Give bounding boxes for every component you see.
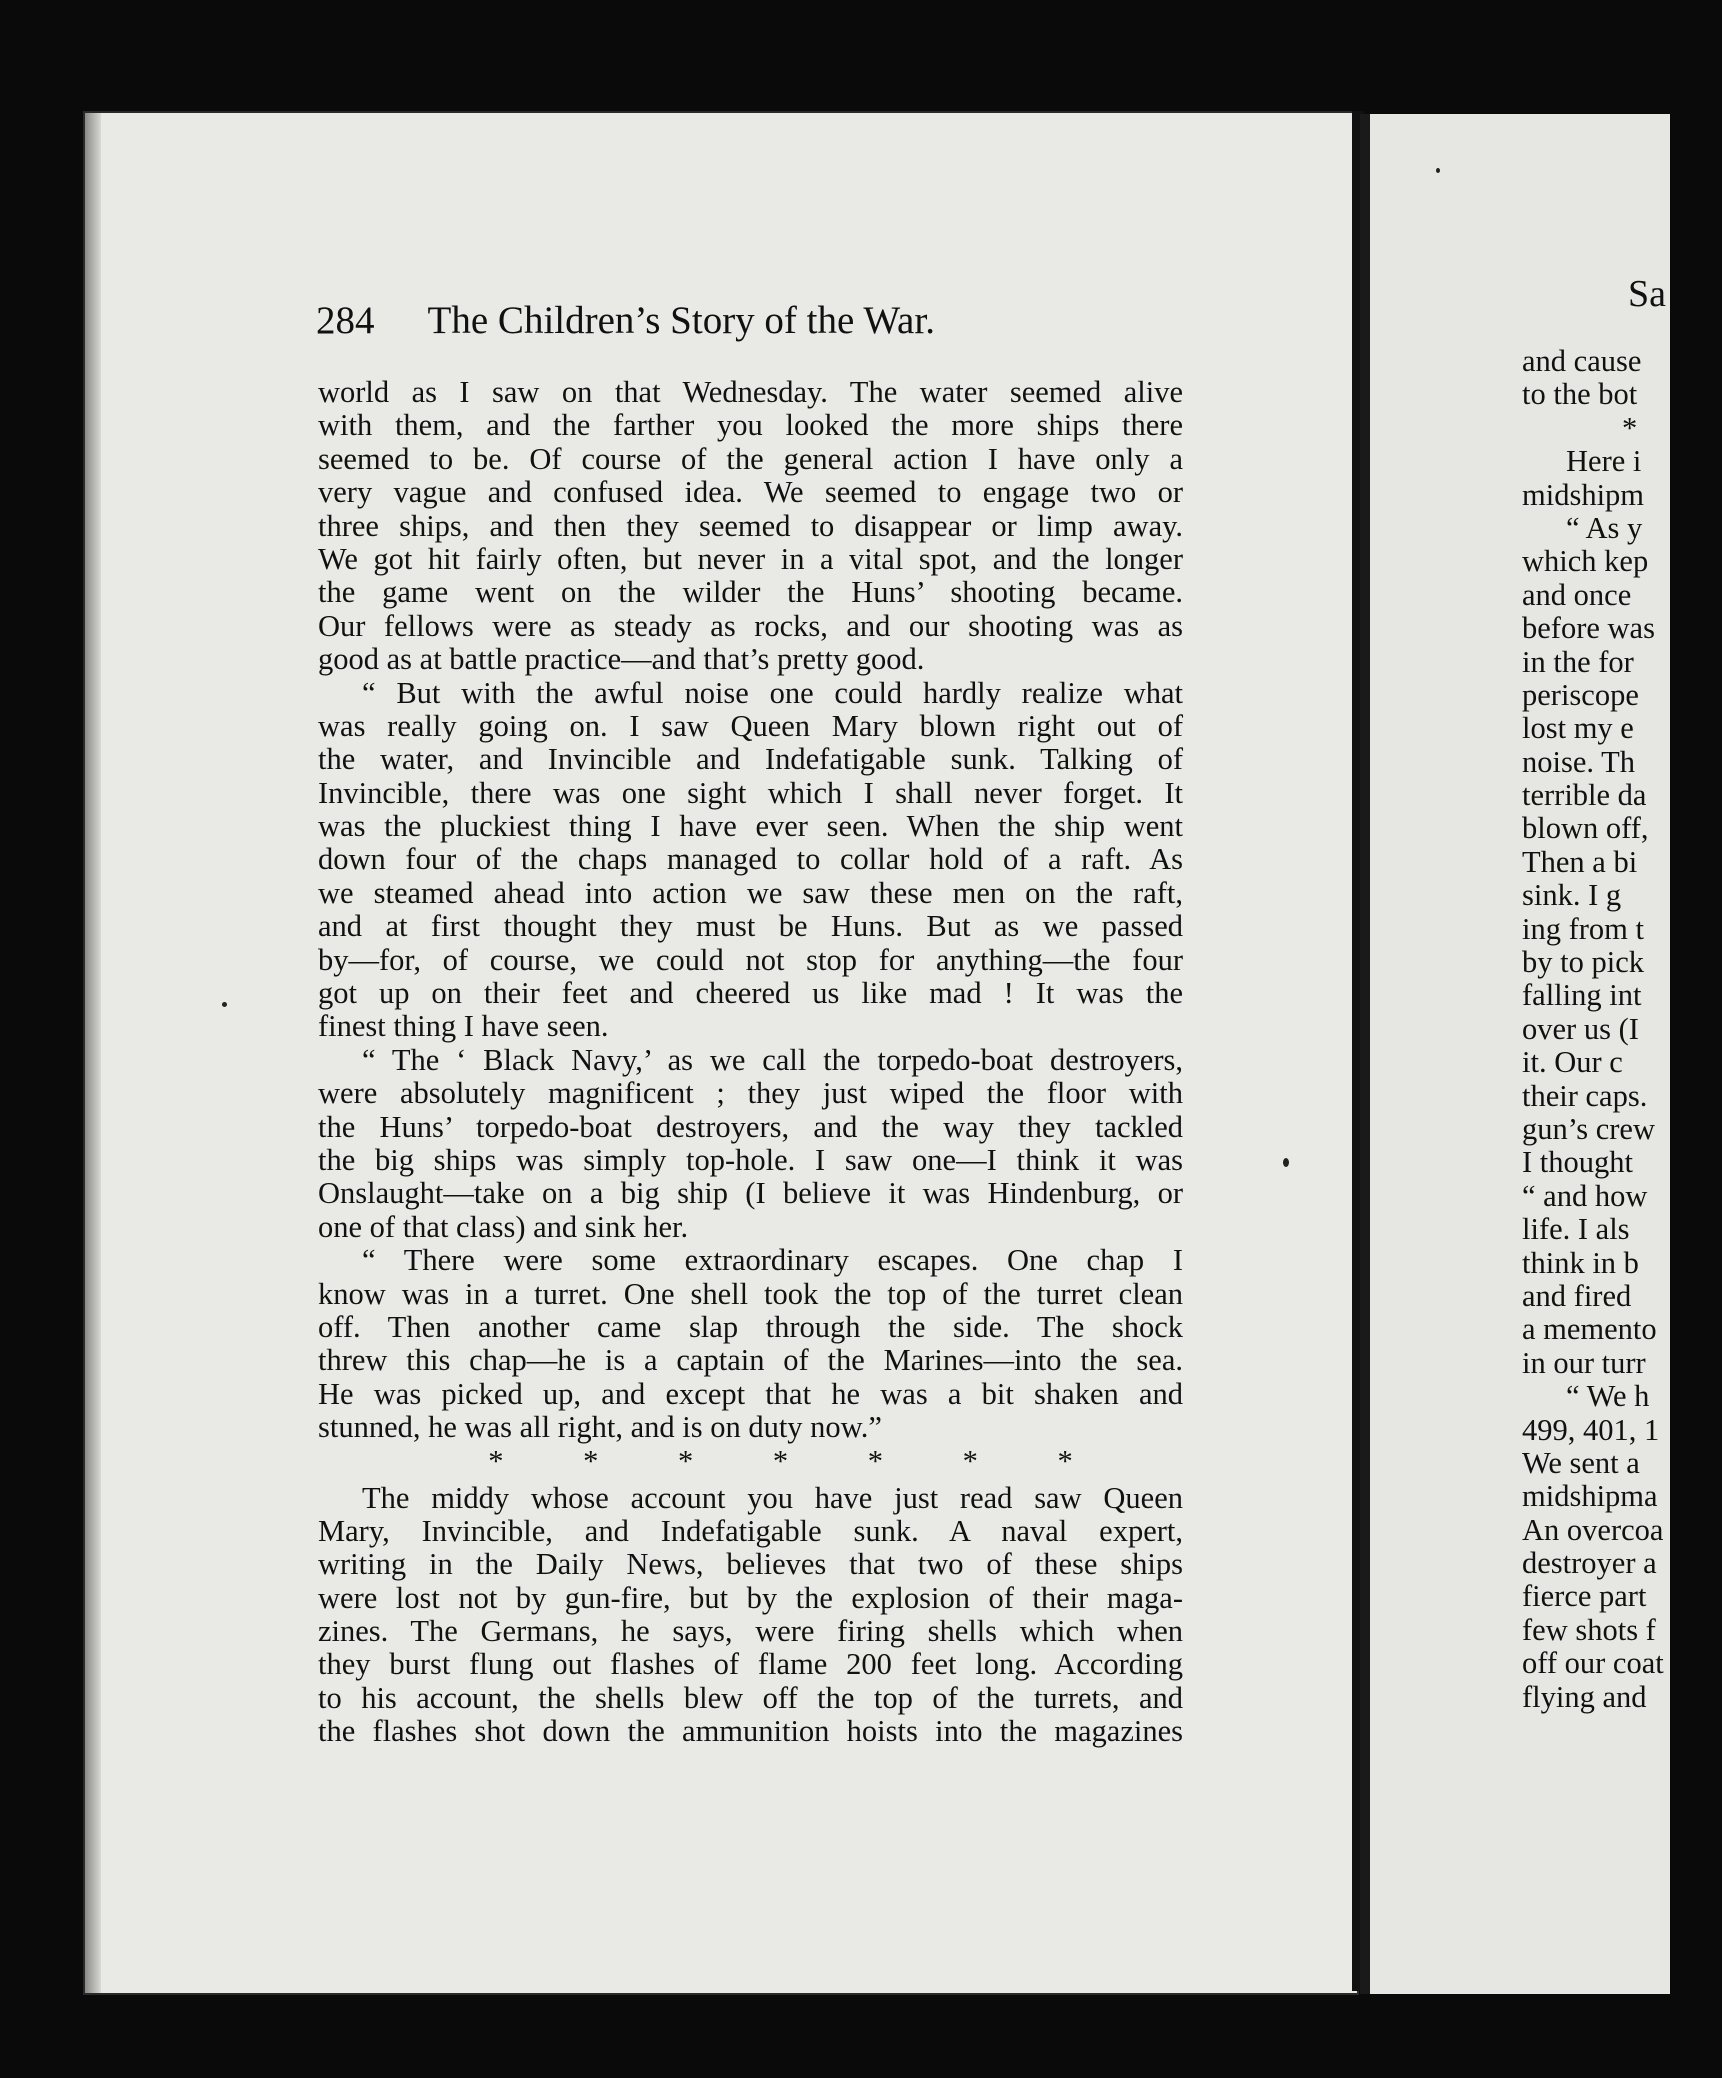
right-page-line: destroyer a bbox=[1522, 1546, 1657, 1581]
body-text bbox=[318, 376, 1183, 1749]
right-page-line: and cause bbox=[1522, 344, 1642, 378]
text-line: by—for, of course, we could not stop for anything—the four bbox=[318, 942, 1183, 977]
text-line: off. Then another came slap through the side. The shock bbox=[318, 1309, 1183, 1344]
right-page-line: over us (I bbox=[1522, 1011, 1639, 1046]
text-line: zines. The Germans, he says, were firing shells which when bbox=[318, 1614, 1183, 1649]
text-line: the flashes shot down the ammunition hoists into the magazines bbox=[318, 1714, 1183, 1749]
right-page-line: blown off, bbox=[1522, 811, 1649, 846]
text-line: was really going on. I saw Queen Mary blown right out of bbox=[318, 708, 1183, 743]
right-page-line: Here i bbox=[1566, 444, 1642, 479]
right-page-line: “ We h bbox=[1566, 1379, 1650, 1414]
running-title: The Children’s Story of the War. bbox=[427, 299, 935, 342]
text-line: one of that class) and sink her. bbox=[318, 1209, 689, 1244]
text-line: threw this chap—he is a captain of the Marines—into the sea. bbox=[318, 1343, 1183, 1378]
right-page-line: few shots f bbox=[1522, 1612, 1656, 1647]
right-page-line: it. Our c bbox=[1522, 1045, 1623, 1080]
text-line: seemed to be. Of course of the general action I have only a bbox=[318, 441, 1183, 476]
right-page-line: midshipma bbox=[1522, 1479, 1658, 1514]
page-edge-shadow bbox=[85, 113, 101, 1993]
right-page-line: before was bbox=[1522, 611, 1655, 646]
right-page-line: off our coat bbox=[1522, 1646, 1664, 1681]
text-line: the big ships was simply top-hole. I saw one—I think it was bbox=[318, 1142, 1183, 1177]
right-page-line: in the for bbox=[1522, 644, 1634, 679]
right-page-divider: * bbox=[1622, 410, 1638, 445]
right-page-line: 499, 401, 1 bbox=[1522, 1412, 1660, 1447]
right-page-line: fierce part bbox=[1522, 1579, 1647, 1614]
text-line: three ships, and then they seemed to disappear or limp away. bbox=[318, 508, 1183, 543]
scan-speck bbox=[1436, 168, 1440, 173]
text-line: they burst flung out flashes of flame 200 feet long. According bbox=[318, 1647, 1183, 1682]
right-page-line: I thought bbox=[1522, 1145, 1633, 1180]
text-line: got up on their feet and cheered us like mad ! It was the bbox=[318, 976, 1183, 1011]
text-line: finest thing I have seen. bbox=[318, 1009, 609, 1044]
right-page-line: An overcoa bbox=[1522, 1512, 1664, 1547]
text-line: the water, and Invincible and Indefatigable sunk. Talking of bbox=[318, 742, 1183, 777]
right-page-line: a memento bbox=[1522, 1312, 1657, 1347]
text-line: we steamed ahead into action we saw these men on the raft, bbox=[318, 875, 1183, 910]
text-line: Onslaught—take on a big ship (I believe it was Hindenburg, or bbox=[318, 1176, 1183, 1211]
right-page-line: flying and bbox=[1522, 1679, 1647, 1714]
right-page-header: Sa bbox=[1628, 273, 1666, 315]
right-page-line: lost my e bbox=[1522, 711, 1634, 746]
right-page-line: terrible da bbox=[1522, 778, 1647, 813]
text-line: know was in a turret. One shell took the top of the turret clean bbox=[318, 1276, 1183, 1311]
right-page-line: noise. Th bbox=[1522, 744, 1635, 779]
right-page-line: midshipm bbox=[1522, 477, 1645, 512]
text-line: Our fellows were as steady as rocks, and our shooting was as bbox=[318, 608, 1183, 643]
right-page-line: life. I als bbox=[1522, 1212, 1630, 1247]
right-page-line: We sent a bbox=[1522, 1445, 1640, 1480]
right-page-line: in our turr bbox=[1522, 1345, 1646, 1380]
right-page-line: “ and how bbox=[1522, 1178, 1648, 1213]
right-page-line: and once bbox=[1522, 577, 1632, 612]
text-line: We got hit fairly often, but never in a vital spot, and the longer bbox=[318, 541, 1183, 576]
section-divider: * * * * * * * bbox=[488, 1443, 1073, 1478]
right-page-line: think in b bbox=[1522, 1245, 1639, 1280]
text-line: and at first thought they must be Huns. But as we passed bbox=[318, 909, 1183, 944]
text-line: world as I saw on that Wednesday. The water seemed alive bbox=[318, 375, 1183, 409]
right-page-line: which kep bbox=[1522, 544, 1649, 579]
text-line: good as at battle practice—and that’s pretty good. bbox=[318, 642, 925, 677]
right-page-line: Then a bi bbox=[1522, 844, 1638, 879]
text-line: Mary, Invincible, and Indefatigable sunk. A naval expert, bbox=[318, 1513, 1183, 1548]
right-page-line: “ As y bbox=[1566, 510, 1643, 545]
text-line: He was picked up, and except that he was a bit shaken and bbox=[318, 1376, 1183, 1411]
right-page-line: gun’s crew bbox=[1522, 1111, 1655, 1146]
text-line: “ But with the awful noise one could hardly realize what bbox=[362, 675, 1183, 710]
text-line: very vague and confused idea. We seemed to engage two or bbox=[318, 475, 1183, 510]
right-page-line: by to pick bbox=[1522, 945, 1644, 980]
scan-speck bbox=[1283, 1158, 1289, 1167]
right-page-line: falling int bbox=[1522, 978, 1642, 1013]
right-page-line: sink. I g bbox=[1522, 878, 1622, 913]
right-page-line: ing from t bbox=[1522, 911, 1644, 946]
text-line: with them, and the farther you looked the more ships there bbox=[318, 408, 1183, 443]
page-header bbox=[316, 298, 1186, 343]
text-line: were lost not by gun-fire, but by the explosion of their maga- bbox=[318, 1580, 1183, 1615]
text-line: stunned, he was all right, and is on duty now.” bbox=[318, 1410, 882, 1445]
text-line: writing in the Daily News, believes that two of these ships bbox=[318, 1547, 1183, 1582]
right-page-line: periscope bbox=[1522, 677, 1639, 712]
text-line: was the pluckiest thing I have ever seen. When the ship went bbox=[318, 809, 1183, 844]
text-line: the game went on the wilder the Huns’ shooting became. bbox=[318, 575, 1183, 610]
right-page-text bbox=[1522, 345, 1722, 1714]
text-line: The middy whose account you have just read saw Queen bbox=[362, 1480, 1183, 1515]
text-line: “ There were some extraordinary escapes. One chap I bbox=[362, 1243, 1183, 1278]
scan-speck bbox=[222, 1002, 227, 1007]
page-number: 284 bbox=[316, 299, 375, 342]
right-page-line: to the bot bbox=[1522, 377, 1638, 412]
text-line: “ The ‘ Black Navy,’ as we call the torpedo-boat destroyers, bbox=[362, 1042, 1183, 1077]
text-line: Invincible, there was one sight which I shall never forget. It bbox=[318, 775, 1183, 810]
text-line: were absolutely magnificent ; they just wiped the floor with bbox=[318, 1076, 1183, 1111]
text-line: to his account, the shells blew off the top of the turrets, and bbox=[318, 1680, 1183, 1715]
text-line: down four of the chaps managed to collar hold of a raft. As bbox=[318, 842, 1183, 877]
text-line: the Huns’ torpedo-boat destroyers, and the way they tackled bbox=[318, 1109, 1183, 1144]
right-page-line: their caps. bbox=[1522, 1078, 1648, 1113]
right-page-line: and fired bbox=[1522, 1278, 1632, 1313]
